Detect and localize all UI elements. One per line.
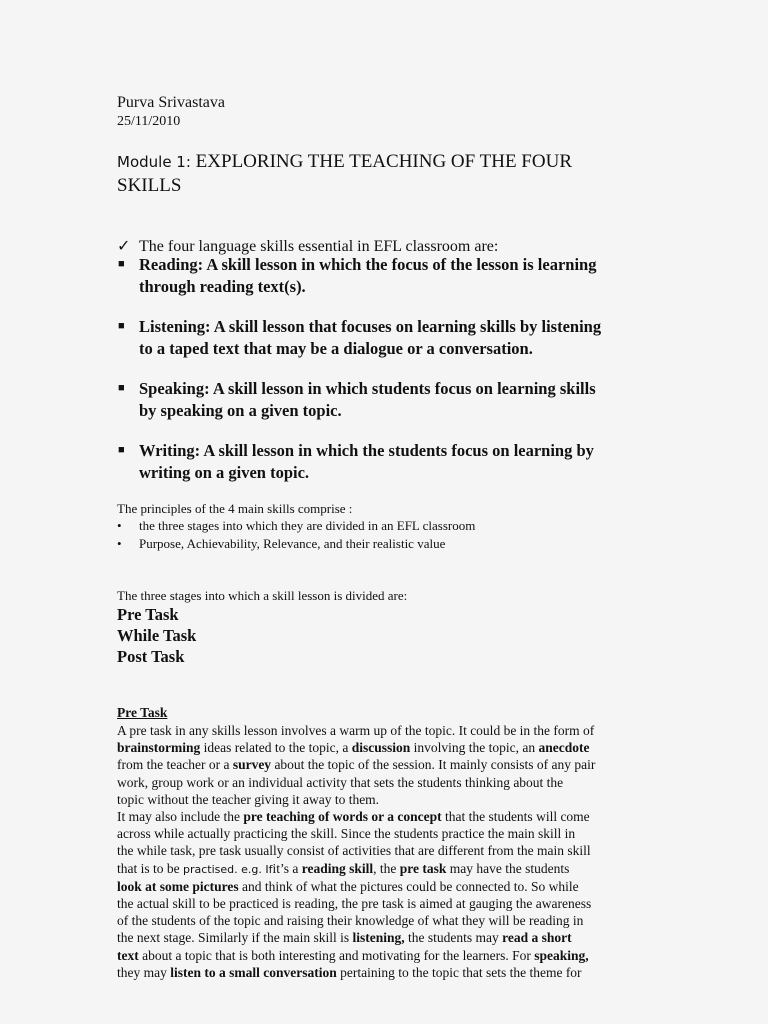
paragraph-line (117, 825, 677, 842)
text-run: that is to be (117, 860, 183, 876)
text-run: they may (117, 964, 171, 980)
principles-item-text: the three stages into which they are divided in an EFL classroom (139, 518, 476, 533)
author-name: Purva Srivastava (117, 94, 225, 111)
skill-item-listening (117, 316, 657, 359)
module-title-line2: SKILLS (117, 175, 182, 196)
stage-while-task: While Task (117, 626, 197, 645)
skill-line: by speaking on a given topic. (139, 400, 342, 420)
bold-text-run: anecdote (538, 740, 590, 756)
text-run: ideas related to the topic, a (200, 740, 352, 756)
stages-intro: The three stages into which a skill lesson is divided are: (117, 588, 408, 603)
bullet-dot-icon: • (117, 536, 122, 551)
principles-item-text: Purpose, Achievability, Relevance, and their realistic value (139, 536, 446, 551)
text-run: work, group work or an individual activity that sets the students thinking about the (117, 774, 564, 790)
text-run: it’s a (272, 860, 302, 876)
square-bullet-icon: ■ (118, 258, 125, 270)
bold-text-run: reading skill (301, 860, 374, 876)
module-label: Module 1: (117, 153, 191, 171)
principles-list (117, 517, 475, 553)
text-run: the actual skill to be practiced is reading, the pre task is aimed at gauging the awareness (117, 896, 592, 912)
paragraph-line (117, 912, 677, 929)
text-run: may have the students (446, 860, 570, 876)
text-run: A pre task in any skills lesson involves a warm up of the topic. It could be in the form of (117, 723, 595, 738)
stage-pre-task: Pre Task (117, 605, 179, 624)
bold-text-run: listening, (352, 930, 405, 946)
bullet-dot-icon: • (117, 518, 122, 533)
skill-item-writing (117, 440, 657, 483)
text-run: It may also include the (117, 809, 244, 825)
principles-item (117, 535, 475, 553)
paragraph-line (117, 808, 677, 825)
paragraph-line (117, 895, 677, 912)
paragraph-line (117, 860, 677, 878)
text-run: and think of what the pictures could be connected to. So while (238, 878, 579, 894)
document-date: 25/11/2010 (117, 114, 181, 129)
bold-text-run: pre teaching of words or a concept (243, 809, 442, 825)
stage-post-task: Post Task (117, 647, 185, 666)
bold-text-run: listen to a small conversation (170, 964, 337, 980)
skill-line: Reading: A skill lesson in which the focus of the lesson is learning (139, 255, 597, 274)
principles-item (117, 517, 475, 535)
skills-list (117, 254, 657, 483)
text-run: , the (373, 860, 400, 876)
text-run: of the students of the topic and raising their knowledge of what they will be reading in (117, 913, 584, 929)
text-run: the while task, pre task usually consist of activities that are different from the main skill (117, 843, 591, 859)
skill-line: writing on a given topic. (139, 462, 310, 482)
paragraph-line (117, 756, 677, 773)
skill-line: to a taped text that may be a dialogue or a conversation. (139, 338, 533, 358)
paragraph-line (117, 791, 677, 808)
bold-text-run: look at some pictures (117, 878, 239, 894)
paragraph-line (117, 722, 677, 739)
text-run: about a topic that is both interesting and motivating for the learners. For (138, 947, 535, 963)
text-run: involving the topic, an (410, 740, 539, 756)
text-run: about the topic of the session. It mainly consists of any pair (271, 757, 596, 773)
bold-text-run: brainstorming (117, 740, 201, 756)
bold-text-run: text (117, 947, 139, 963)
text-run: the next stage. Similarly if the main skill is (117, 930, 353, 946)
skills-intro (117, 236, 498, 256)
paragraph-line (117, 774, 677, 791)
square-bullet-icon: ■ (118, 382, 125, 394)
text-run: topic without the teacher giving it away to them. (117, 791, 380, 807)
text-run: that the students will come (441, 809, 590, 825)
text-run: from the teacher or a (117, 757, 233, 773)
bold-text-run: speaking, (534, 947, 589, 963)
paragraph-line (117, 964, 677, 981)
paragraph-line (117, 739, 677, 756)
principles-intro: The principles of the 4 main skills comprise : (117, 501, 353, 516)
skill-line: Speaking: A skill lesson in which students focus on learning skills (139, 379, 596, 398)
checkmark-icon: ✓ (117, 238, 131, 255)
skills-intro-text: The four language skills essential in EFL classroom are: (139, 238, 499, 255)
pre-task-heading: Pre Task (117, 705, 168, 720)
text-run: pertaining to the topic that sets the theme for (336, 964, 582, 980)
bold-text-run: discussion (351, 740, 411, 756)
skill-line: through reading text(s). (139, 276, 306, 296)
text-run: practised. e.g. If (183, 862, 273, 876)
skill-item-reading (117, 254, 657, 297)
paragraph-line (117, 947, 677, 964)
module-title (117, 150, 572, 198)
paragraph-line (117, 842, 677, 859)
paragraph-line (117, 878, 677, 895)
skill-line: Listening: A skill lesson that focuses on learning skills by listening (139, 317, 602, 336)
skill-item-speaking (117, 378, 657, 421)
text-run: the students may (404, 930, 503, 946)
paragraph-line (117, 929, 677, 946)
bold-text-run: read a short (502, 930, 572, 946)
module-title-line1: EXPLORING THE TEACHING OF THE FOUR (195, 151, 572, 172)
bold-text-run: survey (232, 757, 272, 773)
square-bullet-icon: ■ (118, 320, 125, 332)
pre-task-paragraph (117, 722, 677, 981)
skill-line: Writing: A skill lesson in which the students focus on learning by (139, 441, 594, 460)
bold-text-run: pre task (399, 860, 447, 876)
square-bullet-icon: ■ (118, 444, 125, 456)
text-run: across while actually practicing the skill. Since the students practice the main skill in (117, 826, 576, 842)
